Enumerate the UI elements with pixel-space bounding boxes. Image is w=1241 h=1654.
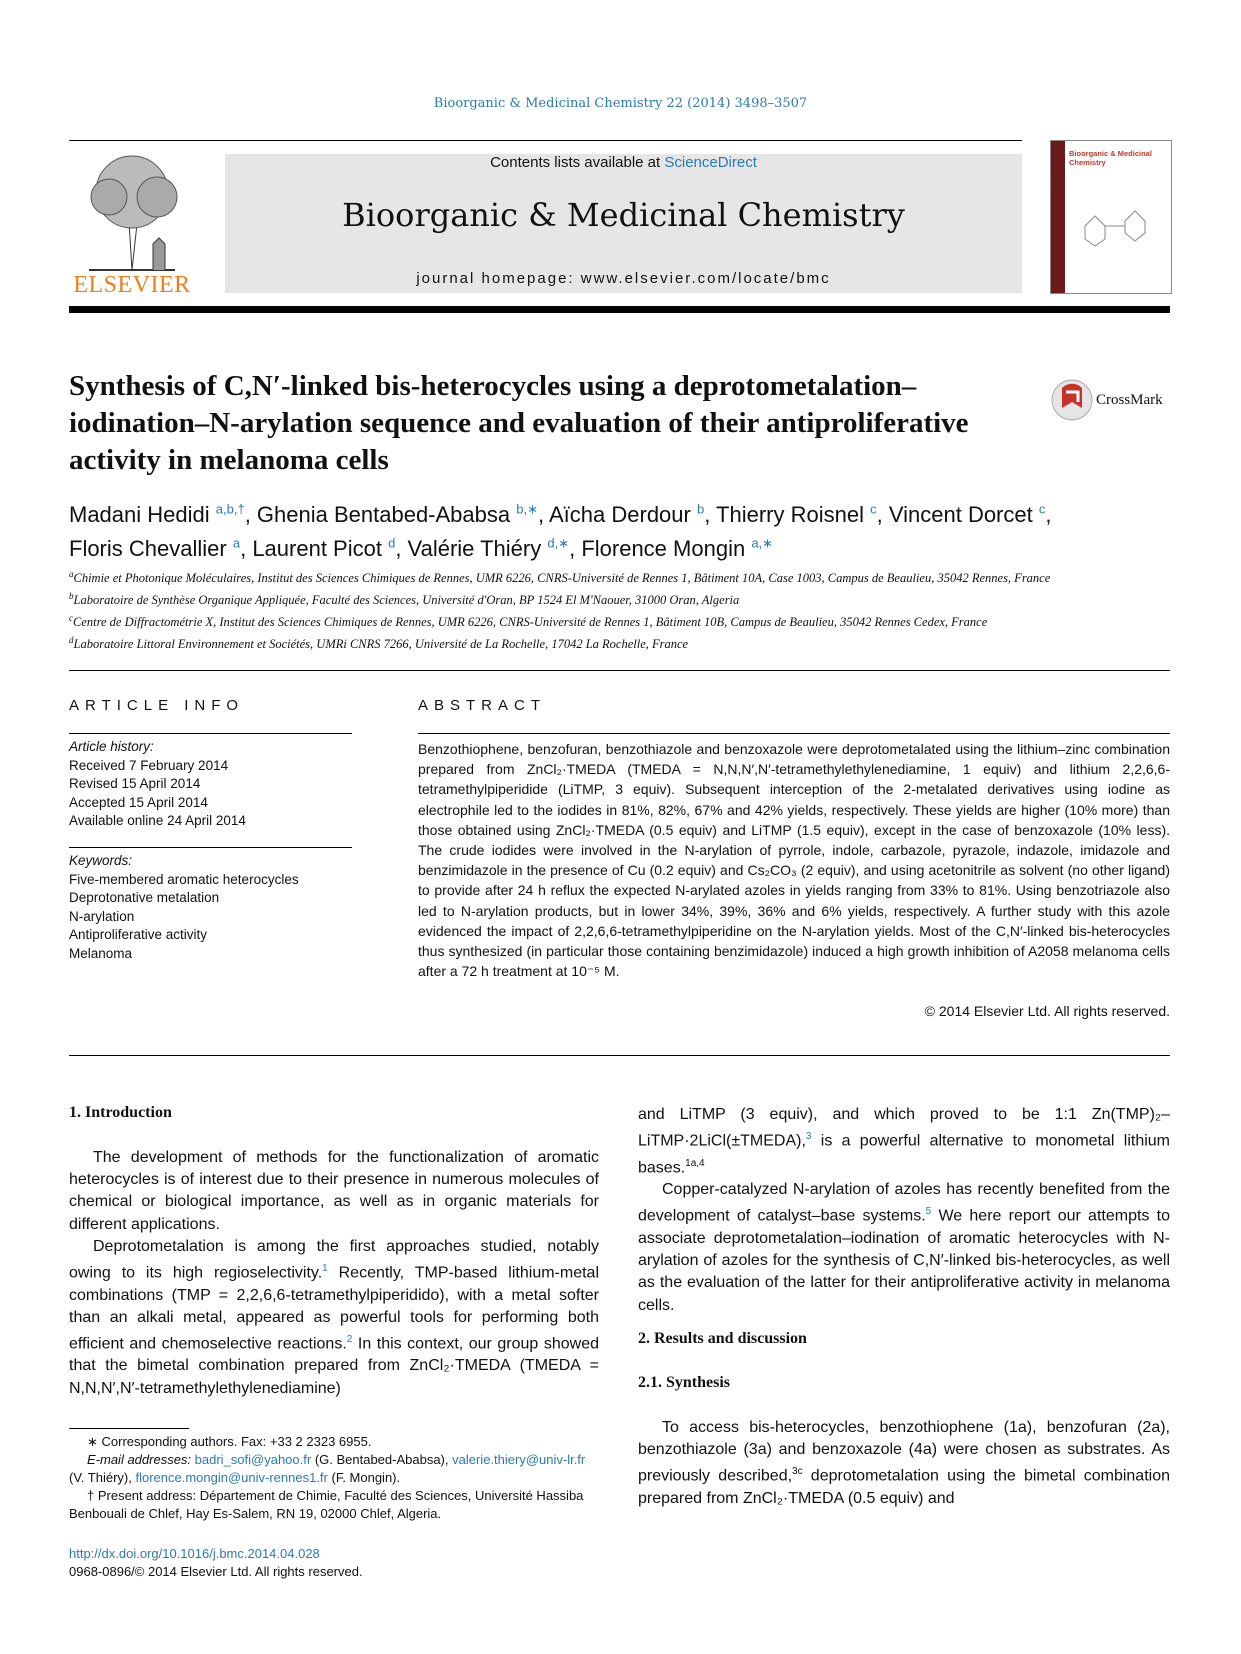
author-list — [69, 496, 1170, 563]
email-link[interactable]: valerie.thiery@univ-lr.fr — [452, 1452, 586, 1467]
article-info-rule — [69, 733, 352, 734]
keyword: N-arylation — [69, 908, 135, 924]
keyword: Deprotonative metalation — [69, 890, 220, 905]
author: Aïcha Derdour $^b$, — [549, 502, 717, 528]
citation-ref[interactable]: 3c — [792, 1466, 803, 1478]
affiliation: $^a$Chimie et Photonique Moléculaires, Institut des Sciences Chimiques de Rennes, UMR 6226, CNRS-Université de Rennes 1, Bâtiment 10A, Case 1003, Campus de Beaulieu, 35042 Rennes, France — [69, 569, 1051, 586]
header-thick-rule — [69, 306, 1170, 313]
email-link[interactable]: florence.mongin@univ-rennes1.fr — [135, 1470, 328, 1485]
keyword: Antiproliferative activity — [69, 927, 208, 942]
author: Laurent Picot $^d$, — [252, 535, 408, 561]
citation-link[interactable]: 2 — [346, 1333, 353, 1345]
author: Floris Chevallier $^a$, — [69, 535, 253, 561]
cover-title: Bioorganic & Medicinal Chemistry — [1069, 149, 1152, 167]
email-link[interactable]: badri_sofi@yahoo.fr — [194, 1452, 312, 1467]
cover-molecule-icon — [1075, 201, 1165, 251]
crossmark-icon — [1050, 378, 1096, 422]
paragraph: The development of methods for the functionalization of aromatic heterocycles is of interest due to their presence in numerous molecules of chemical or biological importance, as well as in organic materials for different applications. — [69, 1149, 599, 1233]
abstract-heading: ABSTRACT — [418, 697, 547, 714]
present-address-note: † Present address: Département de Chimie, Faculté des Sciences, Université Hassiba Benbouali de Chlef, Hay Es-Salem, RN 19, 02000 Chlef, Algeria. — [69, 1488, 584, 1521]
citation-ref[interactable]: 1a,4 — [685, 1157, 705, 1169]
header-rule — [69, 140, 1022, 141]
journal-reference[interactable]: Bioorganic & Medicinal Chemistry 22 (2014) 3498–3507 — [433, 96, 808, 111]
corresponding-note: ∗ Corresponding authors. Fax: +33 2 2323 6955. — [87, 1434, 372, 1449]
citation-link[interactable]: 1 — [322, 1263, 328, 1275]
body-right-column — [638, 1104, 1170, 1317]
author: Madani Hedidi $^{a,b,\dagger}$, — [69, 502, 257, 528]
journal-title: Bioorganic & Medicinal Chemistry — [342, 196, 905, 234]
synthesis-heading: 2.1. Synthesis — [638, 1374, 731, 1391]
keyword: Five-membered aromatic heterocycles — [69, 871, 299, 887]
abstract-rule — [418, 733, 1170, 734]
author: Thierry Roisnel $^c$, — [716, 502, 889, 528]
abstract-end-rule — [69, 1055, 1170, 1056]
paragraph: Deprotometalation is among the first approaches studied, notably owing to its high regioselectivity.$^1$ Recently, TMP-based lithium-metal combinations (TMP = 2,2,6,6-tetramethylpiperidido), with a metal softer than an alkali metal, appeared as powerful tools for performing both efficient and chemoselective reactions.$^2$ In this context, our group showed that the bimetal combination prepared from ZnCl₂·TMEDA (TMEDA = N,N,N′,N′-tetramethylethylenediamine) — [69, 1237, 599, 1397]
journal-homepage[interactable]: journal homepage: www.elsevier.com/locate/bmc — [416, 270, 831, 287]
affiliation: $^d$Laboratoire Littoral Environnement et Sociétés, UMRi CNRS 7266, Université de La Rochelle, 17042 La Rochelle, France — [69, 635, 689, 652]
crossmark-label[interactable]: CrossMark — [1096, 392, 1163, 408]
paragraph: and LiTMP (3 equiv), and which proved to be 1:1 Zn(TMP)₂–LiTMP·2LiCl(±TMEDA),$^3$ is a powerful alternative to monometal lithium bases.$^{1a,4}$ — [638, 1106, 1170, 1177]
results-heading: 2. Results and discussion — [638, 1330, 807, 1347]
author: Florence Mongin $^{a,∗}$ — [581, 535, 774, 561]
sciencedirect-link[interactable]: ScienceDirect — [664, 154, 757, 171]
doi-link[interactable]: http://dx.doi.org/10.1016/j.bmc.2014.04.028 — [69, 1546, 320, 1561]
keywords-label: Keywords: — [69, 853, 133, 868]
abstract-text: Benzothiophene, benzofuran, benzothiazole and benzoxazole were deprotometalated using the lithium–zinc combination prepared from ZnCl₂·TMEDA (TMEDA = N,N,N′,N′-tetramethylethylenediamine, 1 equiv) and lithium 2,2,6,6-tetramethylpiperidide (LiTMP, 3 equiv). Subsequent interception of the 2-metalated derivatives using iodine as electrophile led to the iodides in 81%, 82%, 67% and 42% yields, respectively. These yields are higher (10% more) than those obtained using ZnCl₂·TMEDA (0.5 equiv) and LiTMP (1.5 equiv), except in the case of benzoxazole (10% less). The crude iodides were involved in the N-arylation of pyrrole, indole, carbazole, pyrazole, indazole, imidazole and benzimidazole in the presence of Cu (0.2 equiv) and Cs₂CO₃ (2 equiv), and using acetonitrile as solvent (no other ligand) to provide after 24 h reflux the expected N-arylated azoles in yields ranging from 33% to 81%. Using benzotriazole also led to N-arylation products, but in lower 34%, 39%, 36% and 6% yields, respectively. A further study with this azole evidenced the impact of 2,2,6,6-tetramethylpiperidine on the N-arylation yields. Most of the C,N′-linked bis-heterocycles thus synthesized (in particular those containing benzimidazole) induced a high growth inhibition of A2058 melanoma cells after a 72 h treatment at 10⁻⁵ M. — [418, 741, 1170, 980]
article-info-heading: ARTICLE INFO — [69, 697, 245, 714]
issn-line: 0968-0896/© 2014 Elsevier Ltd. All rights reserved. — [69, 1564, 363, 1579]
history-item: Available online 24 April 2014 — [69, 813, 246, 828]
article-title: Synthesis of C,N′-linked bis-heterocycles using a deprotometalation–iodination–N-arylation sequence and evaluation of their antiproliferative activity in melanoma cells — [69, 370, 969, 476]
history-item: Accepted 15 April 2014 — [69, 794, 208, 810]
keyword: Melanoma — [69, 945, 133, 961]
citation-link[interactable]: 3 — [805, 1131, 812, 1143]
keywords — [69, 852, 352, 963]
affiliation: $^b$Laboratoire de Synthèse Organique Appliquée, Faculté des Sciences, Université d'Oran, BP 1524 El M'Naouer, 31000 Oran, Algeria — [69, 591, 740, 608]
keywords-rule — [69, 847, 352, 848]
affiliations-rule — [69, 670, 1170, 671]
citation-link[interactable]: 5 — [925, 1206, 932, 1218]
introduction-heading: 1. Introduction — [69, 1104, 172, 1121]
journal-cover-thumbnail — [1050, 140, 1172, 294]
email-note: E-mail addresses: badri_sofi@yahoo.fr (G. Bentabed-Ababsa), valerie.thiery@univ-lr.fr (V. Thiéry), florence.mongin@univ-rennes1.fr (F. Mongin). — [69, 1452, 586, 1485]
author: Ghenia Bentabed-Ababsa $^{b,∗}$, — [256, 502, 549, 528]
affiliations — [69, 565, 1170, 654]
abstract-copyright: © 2014 Elsevier Ltd. All rights reserved. — [924, 1003, 1170, 1019]
contents-prefix: Contents lists available at — [490, 154, 665, 171]
history-label: Article history: — [69, 739, 154, 754]
paragraph: To access bis-heterocycles, benzothiophene (1a), benzofuran (2a), benzothiazole (3a) and benzoxazole (4a) were chosen as substrates. As previously described,$^{3c}$ deprotometalation using the bimetal combination prepared from ZnCl₂·TMEDA (0.5 equiv) and — [638, 1419, 1171, 1507]
article-history — [69, 738, 352, 831]
paragraph: Copper-catalyzed N-arylation of azoles has recently benefited from the development of catalyst–base systems.$^5$ We here report our attempts to associate deprotometalation–iodination of aromatic heterocycles with N-arylation of azoles for the synthesis of C,N′-linked bis-heterocycles, as well as the evaluation of the latter for their antiproliferative activity in melanoma cells. — [638, 1181, 1171, 1314]
author: Vincent Dorcet $^c$, — [888, 502, 1052, 528]
doi-block — [69, 1545, 363, 1581]
footnote-rule — [69, 1428, 189, 1429]
synthesis-text — [638, 1417, 1170, 1510]
history-item: Received 7 February 2014 — [69, 757, 229, 773]
author: Valérie Thiéry $^{d,∗}$, — [407, 535, 582, 561]
body-left-column — [69, 1147, 599, 1400]
contents-line — [225, 154, 1022, 171]
publisher-wordmark: ELSEVIER — [73, 272, 191, 298]
elsevier-tree-logo — [69, 152, 195, 292]
footnotes — [69, 1433, 599, 1523]
history-item: Revised 15 April 2014 — [69, 776, 201, 791]
affiliation: $^c$Centre de Diffractométrie X, Institut des Sciences Chimiques de Rennes, UMR 6226, CNRS-Université de Rennes 1, Bâtiment 10B, Campus de Beaulieu, 35042 Rennes Cedex, France — [69, 613, 988, 630]
cover-spine — [1051, 141, 1065, 293]
